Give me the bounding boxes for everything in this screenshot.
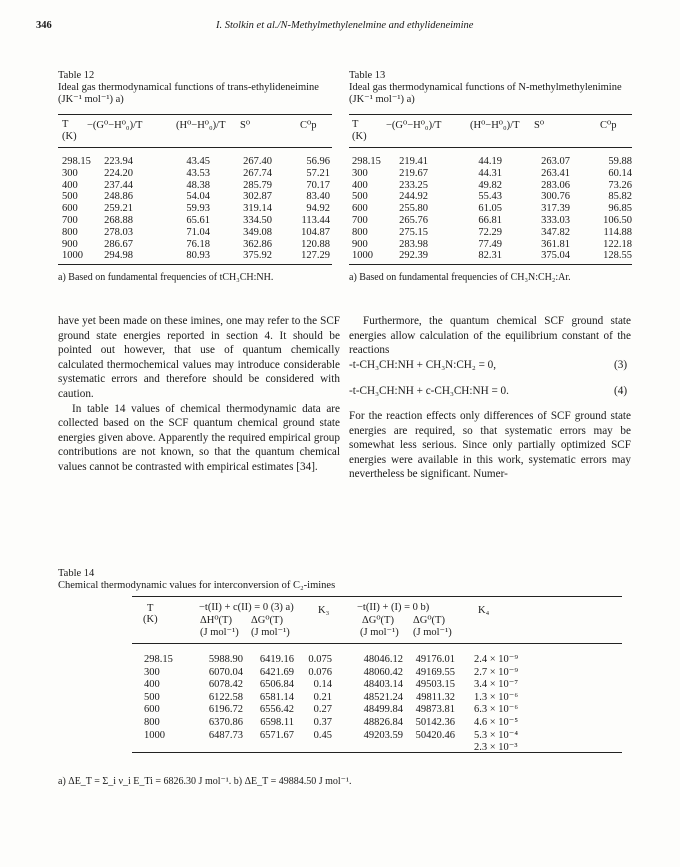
table-12-header-T: T [62,119,69,130]
table-cell: 300 [144,666,160,678]
table-12-unit: (K) [62,131,77,142]
table-12-header-G: −(G⁰−H⁰₀)/T [87,120,143,131]
table-cell: 283.98 [399,238,428,250]
table-14-header-dG2a: ΔG⁰(T) [362,615,394,626]
body-text-right-continued [349,409,631,482]
table-cell: 3.4 × 10⁻⁷ [474,679,518,691]
table-cell: 49.82 [478,179,502,191]
table-14-label: Table 14 [58,568,95,579]
table-cell: 362.86 [243,238,272,250]
table-14-col-dG2 [407,654,455,742]
table-14-header-dG2b: ΔG⁰(T) [413,615,445,626]
table-cell: 6.3 × 10⁻⁶ [474,704,518,716]
table-cell: 49169.55 [415,666,455,678]
table-12-header-rule [58,147,332,148]
table-14-header-dH: ΔH⁰(T) [200,615,232,626]
table-cell: 219.41 [399,156,428,167]
table-cell: 50420.46 [415,729,455,741]
table-12-caption [58,70,338,106]
table-cell: 600 [352,203,368,215]
table-cell: 43.45 [186,156,210,167]
table-cell: 48046.12 [363,654,403,665]
table-12-title: Ideal gas thermodynamical functions of trans-ethylideneimine [58,82,319,93]
table-cell: 298.15 [144,654,173,665]
table-13-header-Cp: C⁰p [600,120,617,131]
table-cell: 66.81 [478,214,502,226]
table-12-col-S [232,156,272,262]
table-cell: 120.88 [301,238,330,250]
paragraph: Furthermore, the quantum chemical SCF ground state energies allow calculation of the equilibrium constant of the reactions [349,315,631,357]
table-cell: 6506.84 [259,679,294,691]
table-13-footnote: a) Based on fundamental frequencies of CH₃N:CH₂:Ar. [349,272,571,283]
table-13-title: Ideal gas thermodynamical functions of N-methylmethylenimine [349,82,622,93]
table-cell: 347.82 [541,226,570,238]
table-12-footnote: a) Based on fundamental frequencies of tCH₃CH:NH. [58,272,274,283]
table-cell: 1000 [62,250,83,262]
table-14-header-K: (K) [143,614,158,625]
table-cell: 73.26 [608,179,632,191]
table-cell: 2.3 × 10⁻³ [474,742,518,754]
table-cell: 113.44 [301,214,330,226]
table-cell: 44.19 [478,156,502,167]
table-cell: 6556.42 [259,704,294,716]
table-cell: 77.49 [478,238,502,250]
table-13-header-rule [349,147,632,148]
paragraph: In table 14 values of chemical thermodynamic data are collected based on the SCF quantum chemical ground state energies given above. Apparently the required empirical group contributions are not known, so that the quantum chemical values cannot be contrasted with empirical estimates [34]. [58,402,340,473]
table-14-col-T [144,654,173,742]
table-cell: 900 [352,238,368,250]
table-cell: 48521.24 [363,691,403,703]
table-13-header-G: −(G⁰−H⁰₀)/T [386,120,442,131]
table-cell: 600 [144,704,160,716]
table-cell: 375.04 [541,250,570,262]
table-12-header-S: S⁰ [240,120,251,131]
table-14-col-K4 [474,654,518,755]
table-13-header-H: (H⁰−H⁰₀)/T [470,120,520,131]
table-cell: 49873.81 [415,704,455,716]
table-cell: 500 [144,691,160,703]
table-12-col-T [62,156,91,262]
table-14-header-unit: (J mol⁻¹) [360,627,399,638]
table-14-header-unit: (J mol⁻¹) [251,627,290,638]
table-cell: 361.81 [541,238,570,250]
table-14-header-K3: K₃ [318,605,330,616]
table-13-col-G [388,156,428,262]
table-cell: 48826.84 [363,716,403,728]
table-13-label: Table 13 [349,70,386,81]
table-12-col-H [170,156,210,262]
table-cell: 302.87 [243,191,272,203]
table-14-caption [58,568,335,592]
table-13-top-rule [349,114,632,115]
table-cell: 128.55 [603,250,632,262]
table-cell: 49503.15 [415,679,455,691]
table-cell: 6370.86 [208,716,243,728]
table-cell: 219.67 [399,167,428,179]
table-cell: 6571.67 [259,729,294,741]
table-cell: 6581.14 [259,691,294,703]
table-14-header-unit: (J mol⁻¹) [413,627,452,638]
table-cell: 1000 [144,729,165,741]
table-14-col-dH2 [355,654,403,742]
table-cell: 1.3 × 10⁻⁶ [474,691,518,703]
table-cell: 900 [62,238,78,250]
table-13-bottom-rule [349,264,632,265]
table-14-top-rule [132,596,622,597]
table-12-title-units: (JK⁻¹ mol⁻¹) a) [58,94,124,105]
table-cell: 6196.72 [208,704,243,716]
table-14-header-reaction-4: −t(II) + (I) = 0 b) [357,602,430,613]
table-cell: 50142.36 [415,716,455,728]
paragraph: For the reaction effects only differences of SCF ground state energies are required, so that systematic errors may be somewhat less serious. Since only partially optimized SCF energies were available in this work, systematic errors may nevertheless be significant. Numer- [349,410,631,481]
body-text-left [58,314,340,475]
table-cell: 104.87 [301,226,330,238]
table-14-col-K3 [300,654,332,742]
table-cell: 800 [62,226,78,238]
table-cell: 60.14 [608,167,632,179]
table-cell: 1000 [352,250,373,262]
table-cell: 400 [352,179,368,191]
table-14-bottom-rule [132,752,622,753]
table-cell: 48.38 [186,179,210,191]
table-cell: 6421.69 [259,666,294,678]
table-cell: 56.96 [306,156,330,167]
table-cell: 233.25 [399,179,428,191]
table-12-header-Cp: C⁰p [300,120,317,131]
table-cell: 65.61 [186,214,210,226]
table-cell: 265.76 [399,214,428,226]
table-cell: 6078.42 [208,679,243,691]
table-cell: 248.86 [104,191,133,203]
table-14-header-rule [132,643,622,644]
table-cell: 6487.73 [208,729,243,741]
table-14-col-dH1 [198,654,243,742]
table-cell: 59.88 [608,156,632,167]
table-cell: 0.14 [313,679,332,691]
table-cell: 700 [352,214,368,226]
table-14-title: Chemical thermodynamic values for interconversion of C₂-imines [58,580,336,591]
table-13-col-T [352,156,381,262]
paragraph: have yet been made on these imines, one may refer to the SCF ground state energies reported in section 4. It should be pointed out however, that use of quantum chemically calculated thermochemical values may introduce considerable systematic errors and therefore should be considered with caution. [58,315,340,400]
table-13-col-S [530,156,570,262]
table-14-header-T: T [147,603,154,614]
table-cell: 106.50 [603,214,632,226]
table-cell: 500 [62,191,78,203]
equation-4-number: (4) [614,385,628,397]
table-cell: 255.80 [399,203,428,215]
body-text-right [349,314,631,358]
table-cell: 298.15 [62,156,91,167]
table-cell: 48499.84 [363,704,403,716]
table-cell: 49203.59 [363,729,403,741]
table-cell: 122.18 [603,238,632,250]
table-cell: 285.79 [243,179,272,191]
table-cell: 61.05 [478,203,502,215]
table-cell: 278.03 [104,226,133,238]
table-14-header-unit: (J mol⁻¹) [200,627,239,638]
table-cell: 71.04 [186,226,210,238]
equation-3-number: (3) [614,359,628,371]
table-cell: 292.39 [399,250,428,262]
table-cell: 6070.04 [208,666,243,678]
table-12-label: Table 12 [58,70,95,81]
table-cell: 4.6 × 10⁻⁵ [474,716,518,728]
table-cell: 800 [144,716,160,728]
table-cell: 49811.32 [416,691,455,703]
table-14-header-dG: ΔG⁰(T) [251,615,283,626]
table-cell: 244.92 [399,191,428,203]
table-cell: 263.41 [541,167,570,179]
table-cell: 127.29 [301,250,330,262]
table-cell: 2.7 × 10⁻⁹ [474,666,518,678]
table-cell: 700 [62,214,78,226]
table-13-col-Cp [592,156,632,262]
table-cell: 300 [352,167,368,179]
table-cell: 224.20 [104,167,133,179]
table-cell: 6122.58 [208,691,243,703]
table-cell: 317.39 [541,203,570,215]
table-cell: 267.74 [243,167,272,179]
table-14-header-reaction-3: −t(II) + c(II) = 0 (3) a) [199,602,294,613]
table-cell: 275.15 [399,226,428,238]
table-cell: 319.14 [243,203,272,215]
table-cell: 349.08 [243,226,272,238]
table-cell: 96.85 [608,203,632,215]
table-cell: 375.92 [243,250,272,262]
table-cell: 500 [352,191,368,203]
table-cell: 259.21 [104,203,133,215]
table-cell: 76.18 [186,238,210,250]
table-cell: 2.4 × 10⁻⁹ [474,654,518,665]
table-12-col-Cp [290,156,330,262]
table-cell: 600 [62,203,78,215]
table-cell: 57.21 [306,167,330,179]
table-cell: 300 [62,167,78,179]
table-cell: 48060.42 [363,666,403,678]
table-14-header-K4: K₄ [478,605,490,616]
table-cell: 44.31 [478,167,502,179]
table-cell: 43.53 [186,167,210,179]
page-number: 346 [36,20,52,31]
table-cell: 55.43 [478,191,502,203]
equation-3: -t-CH₃CH:NH + CH₃N:CH₂ = 0, [349,359,497,371]
table-cell: 237.44 [104,179,133,191]
table-cell: 49176.01 [415,654,455,665]
table-cell: 85.82 [608,191,632,203]
table-13-header-T: T [352,119,359,130]
table-13-col-H [462,156,502,262]
table-13-header-S: S⁰ [534,120,545,131]
table-cell: 298.15 [352,156,381,167]
table-cell: 263.07 [541,156,570,167]
table-cell: 48403.14 [363,679,403,691]
table-cell: 400 [62,179,78,191]
table-12-col-G [95,156,133,262]
table-cell: 223.94 [104,156,133,167]
table-13-title-units: (JK⁻¹ mol⁻¹) a) [349,94,415,105]
table-13-unit: (K) [352,131,367,142]
table-cell: 80.93 [186,250,210,262]
table-cell: 800 [352,226,368,238]
table-cell: 54.04 [186,191,210,203]
table-cell: 0.075 [308,654,332,665]
table-cell: 334.50 [243,214,272,226]
equation-4: -t-CH₃CH:NH + c-CH₃CH:NH = 0. [349,385,509,397]
table-cell: 300.76 [541,191,570,203]
table-cell: 268.88 [104,214,133,226]
table-12-header-H: (H⁰−H⁰₀)/T [176,120,226,131]
table-cell: 400 [144,679,160,691]
table-cell: 72.29 [478,226,502,238]
table-cell: 333.03 [541,214,570,226]
table-12-top-rule [58,114,332,115]
table-cell: 83.40 [306,191,330,203]
table-cell: 0.45 [313,729,332,741]
table-cell: 283.06 [541,179,570,191]
table-cell: 6419.16 [259,654,294,665]
table-cell: 0.076 [308,666,332,678]
table-cell: 82.31 [478,250,502,262]
table-cell: 114.88 [603,226,632,238]
table-13-caption [349,70,639,106]
table-cell: 94.92 [306,203,330,215]
table-cell: 0.37 [313,716,332,728]
table-cell: 286.67 [104,238,133,250]
table-cell: 267.40 [243,156,272,167]
table-cell: 0.27 [313,704,332,716]
table-cell: 70.17 [306,179,330,191]
table-14-col-dG1 [249,654,294,742]
table-cell: 294.98 [104,250,133,262]
table-12-bottom-rule [58,264,332,265]
table-cell: 5.3 × 10⁻⁴ [474,729,518,741]
table-14-footnote: a) ΔE_T = Σ_i ν_i E_Ti = 6826.30 J mol⁻¹. b) ΔE_T = 49884.50 J mol⁻¹. [58,776,352,787]
table-cell: 5988.90 [208,654,243,665]
table-cell: 59.93 [186,203,210,215]
running-title: I. Stolkin et al./N-Methylmethylenelmine and ethylideneimine [216,20,474,31]
table-cell: 6598.11 [260,716,294,728]
table-cell: 0.21 [313,691,332,703]
